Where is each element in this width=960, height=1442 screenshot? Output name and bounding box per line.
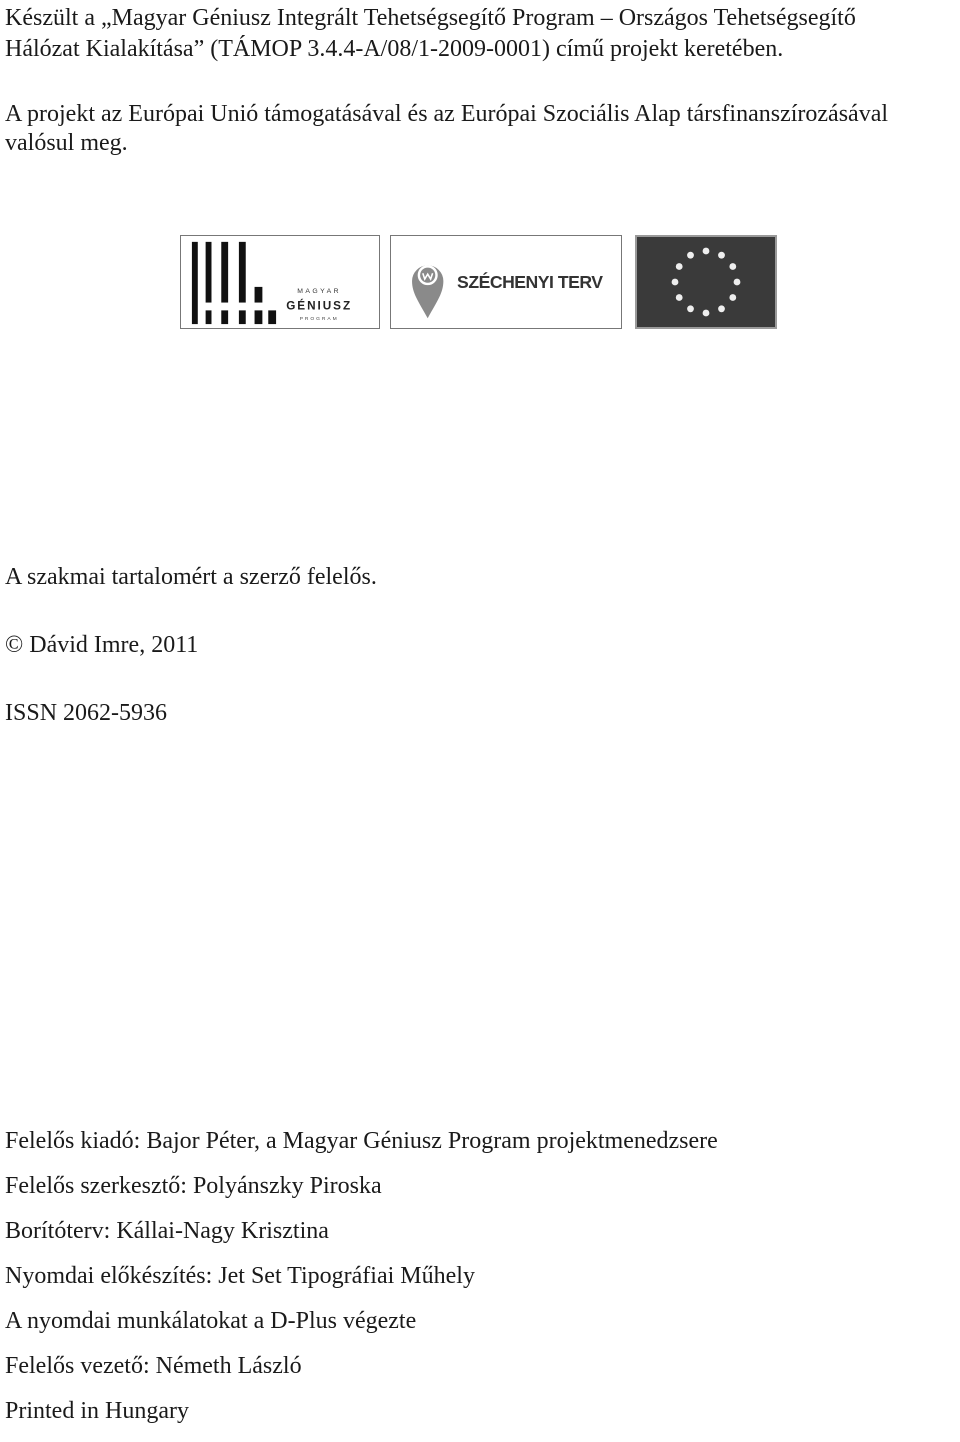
intro-line-2: Hálózat Kialakítása” (TÁMOP 3.4.4-A/08/1-2009-0001) című projekt keretében.: [5, 36, 784, 62]
issn-line: ISSN 2062-5936: [5, 700, 168, 726]
imprint-list: [5, 1127, 718, 1442]
szechenyi-logo-text: SZÉCHENYI TERV: [457, 271, 603, 292]
eu-star: [718, 252, 725, 259]
eu-star: [703, 248, 710, 255]
eu-star: [729, 294, 736, 301]
intro-line-1: Készült a „Magyar Géniusz Integrált Tehetségsegítő Program – Országos Tehetségsegítő: [5, 5, 856, 31]
location-pin-icon: [412, 265, 443, 318]
imprint-printed-in: Printed in Hungary: [5, 1398, 189, 1424]
imprint-prepress: Nyomdai előkészítés: Jet Set Tipográfiai Műhely: [5, 1263, 475, 1289]
imprint-cover-design: Borítóterv: Kállai-Nagy Krisztina: [5, 1218, 329, 1244]
eu-star: [676, 294, 683, 301]
mgp-logo-line-2: GÉNIUSZ: [286, 299, 353, 313]
mgp-logo-line-1: MAGYAR: [297, 287, 342, 295]
eu-stars-flag-icon: [637, 237, 775, 327]
mgp-logo-line-3: PROGRAM: [299, 317, 339, 323]
eu-star: [687, 252, 694, 259]
imprint-editor: Felelős szerkesztő: Polyánszky Piroska: [5, 1173, 382, 1199]
imprint-manager: Felelős vezető: Németh László: [5, 1353, 302, 1379]
eu-star: [676, 263, 683, 270]
imprint-publisher: Felelős kiadó: Bajor Péter, a Magyar Géniusz Program projektmenedzsere: [5, 1128, 718, 1154]
eu-star: [672, 279, 679, 286]
eu-star: [718, 305, 725, 312]
copyright-line: © Dávid Imre, 2011: [5, 632, 199, 658]
eu-star: [729, 263, 736, 270]
intro-paragraph-2: A projekt az Európai Unió támogatásával és az Európai Szociális Alap társfinanszírozásával valósul meg.: [5, 101, 889, 156]
eu-star: [734, 279, 741, 286]
eu-star: [703, 310, 710, 317]
eu-star: [687, 305, 694, 312]
szechenyi-terv-logo: [390, 235, 622, 329]
responsibility-note: A szakmai tartalomért a szerző felelős.: [5, 564, 377, 590]
imprint-printing: A nyomdai munkálatokat a D-Plus végezte: [5, 1308, 417, 1334]
magyar-geniusz-program-logo: [180, 235, 380, 329]
barcode-bars-icon: [181, 236, 379, 328]
eu-flag-logo: [635, 235, 777, 329]
